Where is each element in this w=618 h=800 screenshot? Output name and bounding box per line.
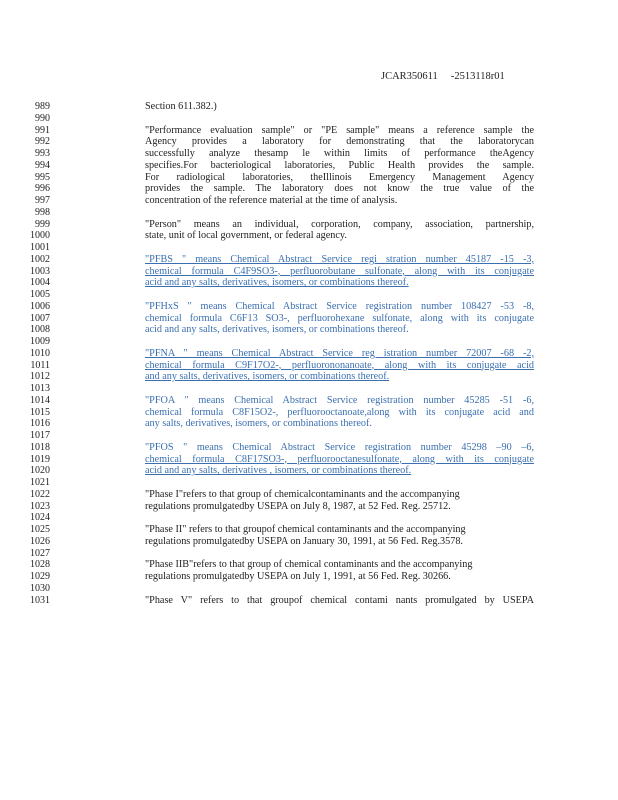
- line-text: specifies.For bacteriological laboratories, Public Health provides the sample.: [145, 159, 534, 171]
- inserted-line-text: acid and any salts, derivatives, isomers, or combinations thereof.: [145, 324, 409, 336]
- line-number: 1002: [30, 253, 50, 265]
- document-line: [0, 266, 618, 278]
- inserted-line-text: "PFOA " means Chemical Abstract Service registration number 45285 -51 -6,: [145, 394, 534, 406]
- line-number: 1030: [30, 582, 50, 594]
- line-number: 1008: [30, 324, 50, 336]
- document-line: [0, 465, 618, 477]
- document-line: [0, 477, 618, 489]
- line-text: regulations promulgatedby USEPA on July 1, 1991, at 56 Fed. Reg. 30266.: [145, 571, 451, 582]
- line-number: 996: [35, 183, 50, 195]
- document-id: JCAR350611: [381, 71, 438, 82]
- document-line: [0, 254, 618, 266]
- document-line: [0, 195, 618, 207]
- line-text: state, unit of local government, or federal agency.: [145, 230, 347, 242]
- document-line: [0, 418, 618, 430]
- document-line: [0, 371, 618, 383]
- line-number: 989: [35, 101, 50, 112]
- line-number: 1010: [30, 347, 50, 359]
- document-line: [0, 148, 618, 160]
- document-line: [0, 524, 618, 536]
- document-line: [0, 172, 618, 184]
- line-number: 992: [35, 136, 50, 148]
- document-line: [0, 583, 618, 595]
- inserted-line-text: any salts, derivatives, isomers, or combinations thereof.: [145, 418, 372, 430]
- line-number: 1022: [30, 488, 50, 500]
- line-number: 1029: [30, 571, 50, 582]
- document-line: [0, 125, 618, 137]
- document-line: [0, 101, 618, 113]
- inserted-line-text: chemical formula C8F15O2-, perfluorooctanoate,along with its conjugate acid and: [145, 406, 534, 418]
- line-number: 1028: [30, 559, 50, 571]
- document-header: [381, 71, 505, 82]
- line-number: 1019: [30, 453, 50, 465]
- line-number: 993: [35, 148, 50, 159]
- inserted-line-text: "PFOS " means Chemical Abstract Service registration number 45298 –90 –6,: [145, 441, 534, 453]
- inserted-line-text: chemical formula C6F13 SO3-, perfluorohexane sulfonate, along with its conjugate: [145, 312, 534, 324]
- line-number: 998: [35, 206, 50, 218]
- line-number: 1024: [30, 512, 50, 524]
- line-number: 1018: [30, 441, 50, 453]
- line-number: 1017: [30, 430, 50, 441]
- line-number: 1012: [30, 371, 50, 383]
- document-line: [0, 454, 618, 466]
- document-line: [0, 136, 618, 148]
- line-number: 1013: [30, 383, 50, 394]
- inserted-line-text: acid and any salts, derivatives, isomers, or combinations thereof.: [145, 277, 409, 289]
- line-number: 1031: [30, 594, 50, 606]
- line-number: 990: [35, 112, 50, 124]
- line-number: 1026: [30, 535, 50, 547]
- inserted-line-text: chemical formula C8F17SO3-, perfluorooctanesulfonate, along with its conjugate: [145, 453, 534, 465]
- document-line: [0, 595, 618, 607]
- line-text: "Phase V" refers to that groupof chemical contami nants promulgated by USEPA: [145, 594, 534, 606]
- line-number: 1000: [30, 230, 50, 242]
- line-number: 1007: [30, 312, 50, 324]
- line-number: 999: [35, 218, 50, 230]
- line-number: 1005: [30, 289, 50, 300]
- line-text: "Phase II" refers to that groupof chemical contaminants and the accompanying: [145, 524, 466, 535]
- line-text: successfully analyze thesamp le within limits of performance theAgency: [145, 148, 534, 159]
- document-line: [0, 160, 618, 172]
- line-number: 1004: [30, 277, 50, 289]
- line-text: "Person" means an individual, corporation, company, association, partnership,: [145, 218, 534, 230]
- line-text: regulations promulgatedby USEPA on January 30, 1991, at 56 Fed. Reg.3578.: [145, 535, 463, 547]
- line-number: 1021: [30, 477, 50, 488]
- line-text: For radiological laboratories, theIllinois Emergency Management Agency: [145, 171, 534, 183]
- inserted-line-text: chemical formula C4F9SO3-, perfluorobutane sulfonate, along with its conjugate: [145, 265, 534, 277]
- line-number: 1001: [30, 242, 50, 253]
- document-line: [0, 301, 618, 313]
- inserted-line-text: "PFHxS " means Chemical Abstract Service registration number 108427 -53 -8,: [145, 300, 534, 312]
- document-line: [0, 336, 618, 348]
- document-line: [0, 183, 618, 195]
- document-line: [0, 348, 618, 360]
- document-line: [0, 571, 618, 583]
- line-text: concentration of the reference material at the time of analysis.: [145, 195, 398, 206]
- document-line: [0, 324, 618, 336]
- document-line: [0, 430, 618, 442]
- document-line: [0, 230, 618, 242]
- line-number: 1027: [30, 547, 50, 559]
- document-line: [0, 489, 618, 501]
- line-number: 1003: [30, 265, 50, 277]
- document-line: [0, 501, 618, 513]
- line-number: 1025: [30, 524, 50, 535]
- inserted-line-text: chemical formula C9F17O2-, perfluorononanoate, along with its conjugate acid: [145, 359, 534, 371]
- line-number: 1006: [30, 300, 50, 312]
- line-number: 1009: [30, 336, 50, 347]
- line-number: 994: [35, 159, 50, 171]
- document-line: [0, 207, 618, 219]
- line-number: 995: [35, 171, 50, 183]
- line-number: 1015: [30, 406, 50, 418]
- document-line: [0, 383, 618, 395]
- document-line: [0, 559, 618, 571]
- line-text: provides the sample. The laboratory does not know the true value of the: [145, 183, 534, 195]
- document-line: [0, 219, 618, 231]
- document-line: [0, 536, 618, 548]
- line-number: 991: [35, 124, 50, 136]
- numbered-text-body: [0, 101, 618, 606]
- document-line: [0, 277, 618, 289]
- document-line: [0, 395, 618, 407]
- line-text: "Performance evaluation sample" or "PE sample" means a reference sample the: [145, 124, 534, 136]
- document-line: [0, 442, 618, 454]
- inserted-line-text: "PFNA " means Chemical Abstract Service reg istration number 72007 -68 -2,: [145, 347, 534, 359]
- line-number: 997: [35, 195, 50, 206]
- line-number: 1011: [30, 359, 50, 371]
- line-number: 1020: [30, 465, 50, 477]
- line-text: Agency provides a laboratory for demonstrating that the laboratorycan: [145, 136, 534, 148]
- document-line: [0, 113, 618, 125]
- document-ref: -2513118r01: [450, 71, 505, 82]
- line-text: "Phase IIB"refers to that group of chemical contaminants and the accompanying: [145, 559, 473, 571]
- document-line: [0, 512, 618, 524]
- document-line: [0, 548, 618, 560]
- document-line: [0, 289, 618, 301]
- document-line: [0, 360, 618, 372]
- line-text: regulations promulgatedby USEPA on July 8, 1987, at 52 Fed. Reg. 25712.: [145, 500, 451, 512]
- inserted-line-text: "PFBS " means Chemical Abstract Service regi stration number 45187 -15 -3,: [145, 253, 534, 265]
- inserted-line-text: acid and any salts, derivatives , isomers, or combinations thereof.: [145, 465, 412, 477]
- line-number: 1014: [30, 394, 50, 406]
- inserted-line-text: and any salts, derivatives, isomers, or combinations thereof.: [145, 371, 390, 383]
- line-text: "Phase I"refers to that group of chemicalcontaminants and the accompanying: [145, 488, 460, 500]
- line-number: 1023: [30, 500, 50, 512]
- document-line: [0, 242, 618, 254]
- line-number: 1016: [30, 418, 50, 430]
- document-line: [0, 407, 618, 419]
- document-line: [0, 313, 618, 325]
- line-text: Section 611.382.): [145, 101, 217, 112]
